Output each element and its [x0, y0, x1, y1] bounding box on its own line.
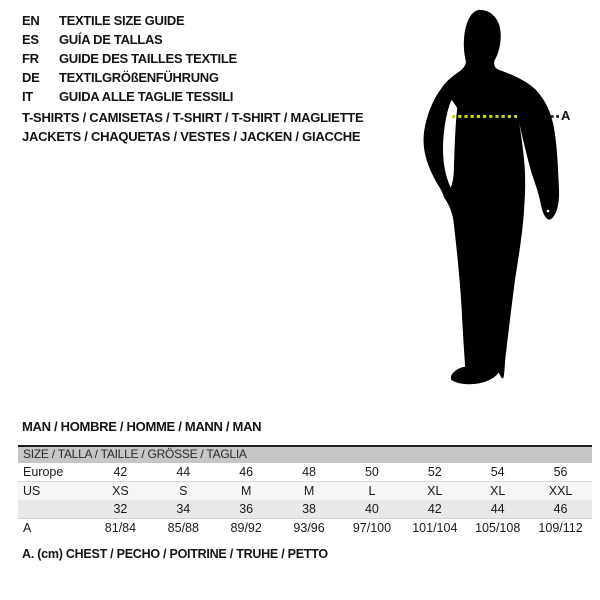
- size-cell: XXL: [529, 482, 592, 501]
- size-cell: M: [215, 482, 278, 501]
- size-cell: 97/100: [352, 520, 392, 535]
- row-label: [18, 500, 89, 519]
- size-cell: M: [278, 482, 341, 501]
- size-cell: 101/104: [412, 520, 458, 535]
- size-cell: XL: [403, 482, 466, 501]
- size-cell: 44: [152, 463, 215, 482]
- size-cell: L: [341, 482, 404, 501]
- language-code: EN: [22, 13, 40, 28]
- language-row: [22, 49, 237, 68]
- size-cell: 46: [215, 463, 278, 482]
- size-cell: 34: [152, 500, 215, 519]
- language-row: [22, 87, 237, 106]
- language-title: GUÍA DE TALLAS: [59, 32, 163, 47]
- size-cell: 85/88: [167, 520, 199, 535]
- size-cell: 105/108: [475, 520, 521, 535]
- language-list: [22, 11, 237, 106]
- size-cell: 32: [89, 500, 152, 519]
- language-title: GUIDE DES TAILLES TEXTILE: [59, 51, 237, 66]
- size-cell: 44: [466, 500, 529, 519]
- size-cell: 54: [466, 463, 529, 482]
- size-cell: 56: [529, 463, 592, 482]
- garment-categories: [22, 109, 363, 146]
- row-label: US: [18, 482, 89, 501]
- hand-detail: [547, 210, 550, 213]
- size-cell: 40: [341, 500, 404, 519]
- man-silhouette-icon: [410, 0, 600, 420]
- language-row: [22, 68, 237, 87]
- language-code: ES: [22, 32, 39, 47]
- size-table: [18, 445, 592, 537]
- size-cell: 46: [529, 500, 592, 519]
- man-silhouette: [424, 10, 560, 384]
- category-line-jackets: JACKETS / CHAQUETAS / VESTES / JACKEN / GIACCHE: [22, 128, 361, 144]
- language-code: DE: [22, 70, 40, 85]
- language-title: GUIDA ALLE TAGLIE TESSILI: [59, 89, 234, 104]
- row-label: Europe: [18, 463, 89, 482]
- measure-label-a: A: [561, 108, 571, 123]
- measurement-footnote: A. (cm) CHEST / PECHO / POITRINE / TRUHE / PETTO: [22, 547, 328, 561]
- language-code: IT: [22, 89, 33, 104]
- size-cell: 52: [403, 463, 466, 482]
- gender-section-title: MAN / HOMBRE / HOMME / MANN / MAN: [22, 419, 262, 434]
- size-cell: 50: [341, 463, 404, 482]
- size-cell: 36: [215, 500, 278, 519]
- size-cell: 48: [278, 463, 341, 482]
- size-table-header: SIZE / TALLA / TAILLE / GRÖSSE / TAGLIA: [18, 447, 592, 463]
- size-cell: 109/112: [538, 520, 583, 535]
- table-row: [18, 482, 592, 501]
- size-cell: S: [152, 482, 215, 501]
- man-silhouette-figure: [410, 0, 600, 420]
- table-row: [18, 519, 592, 538]
- table-row: [18, 500, 592, 519]
- category-line-tshirts: T-SHIRTS / CAMISETAS / T-SHIRT / T-SHIRT / MAGLIETTE: [22, 110, 364, 125]
- size-table-grid: [18, 463, 592, 537]
- size-cell: 42: [89, 463, 152, 482]
- size-cell: 81/84: [104, 520, 137, 535]
- size-cell: XL: [466, 482, 529, 501]
- size-cell: 89/92: [230, 520, 262, 535]
- size-cell: 93/96: [293, 520, 325, 535]
- size-cell: 42: [403, 500, 466, 519]
- language-row: [22, 30, 237, 49]
- size-cell: XS: [89, 482, 152, 501]
- language-code: FR: [22, 51, 39, 66]
- table-row: [18, 463, 592, 482]
- language-title: TEXTILE SIZE GUIDE: [59, 13, 185, 28]
- language-title: TEXTILGRÖßENFÜHRUNG: [59, 70, 219, 85]
- size-cell: 38: [278, 500, 341, 519]
- language-row: [22, 11, 237, 30]
- row-label: A: [23, 520, 32, 535]
